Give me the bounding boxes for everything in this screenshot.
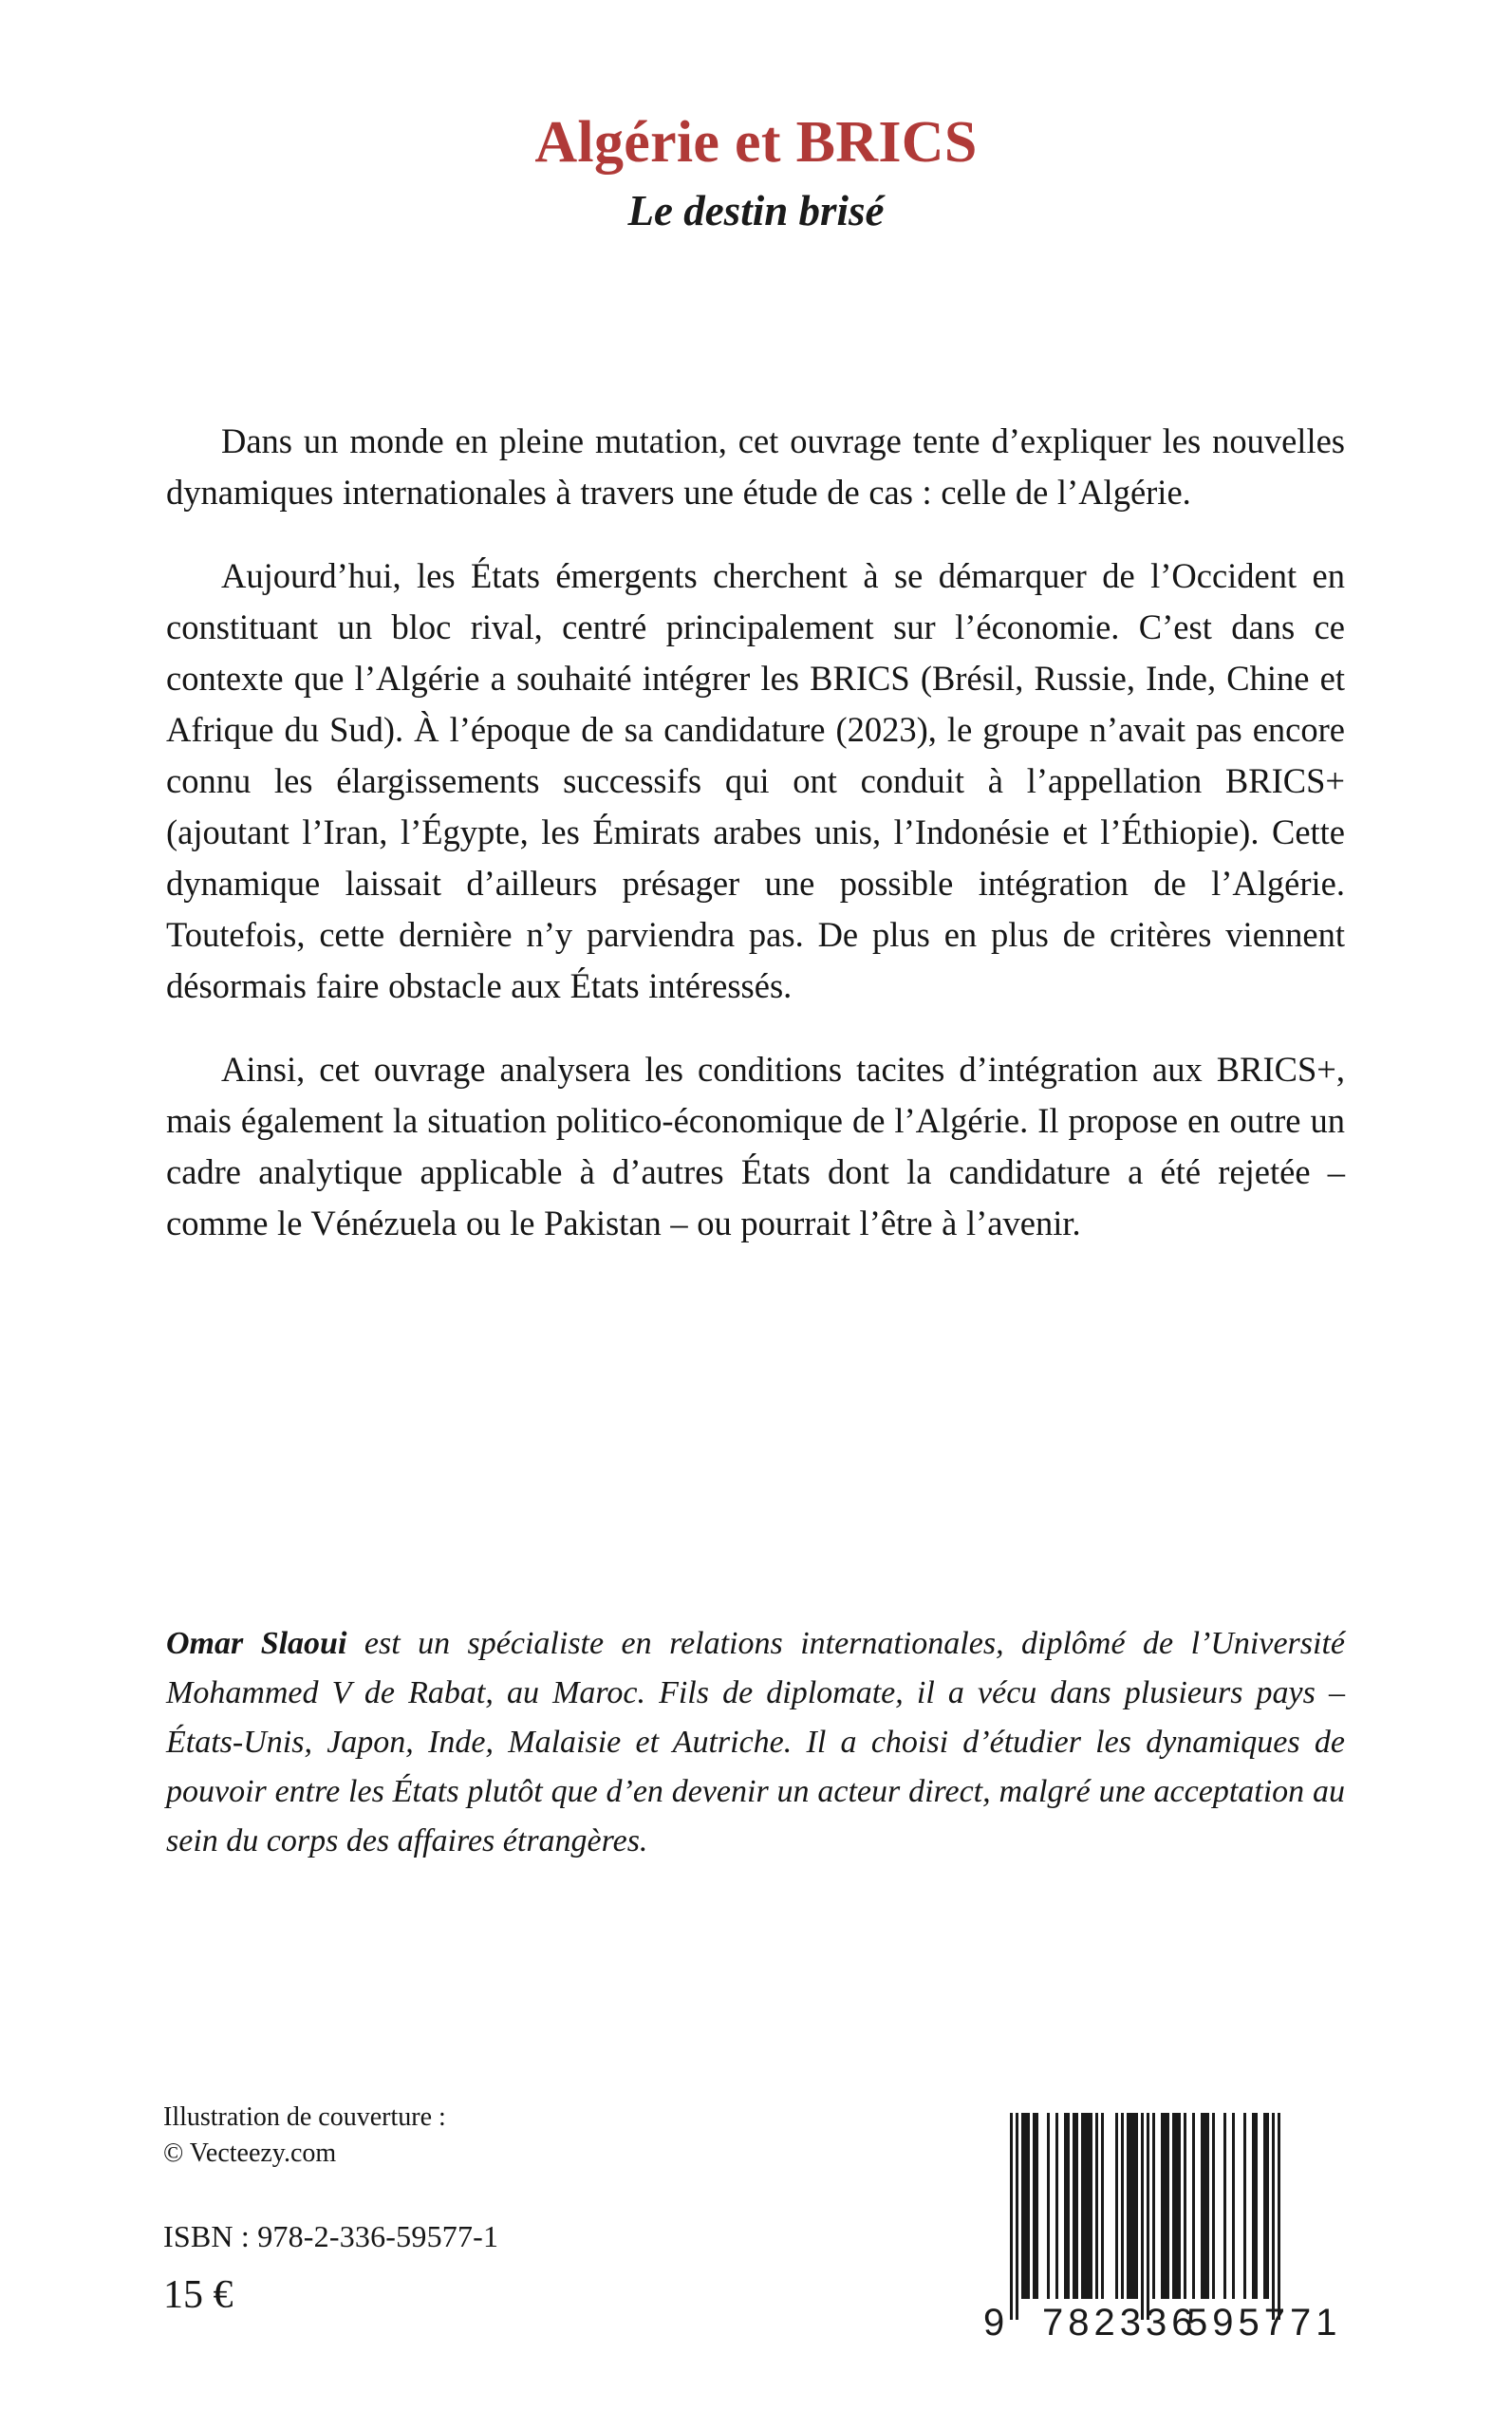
author-name: Omar Slaoui (166, 1626, 347, 1661)
author-bio-text: est un spécialiste en relations internationales, diplômé de l’Université Mohammed V de Rabat, au Maroc. Fils de diplomate, il a vécu dans plusieurs pays – États-Unis, Japon, Inde, Malaisie et Autriche. Il a choisi d’étudier les dynamiques de pouvoir entre les États plutôt que d’en devenir un acteur direct, malgré une acceptation au sein du corps des affaires étrangères. (166, 1626, 1345, 1858)
page-subtitle: Le destin brisé (627, 186, 885, 234)
svg-text:595771: 595771 (1186, 2302, 1342, 2343)
svg-text:9: 9 (983, 2302, 1005, 2343)
author-bio-block (166, 1619, 1345, 1866)
blurb-paragraph-1: Dans un monde en pleine mutation, cet ouvrage tente d’expliquer les nouvelles dynamiques internationales à travers une étude de cas : celle de l’Algérie. (166, 421, 1345, 512)
blurb-paragraph-2: Aujourd’hui, les États émergents cherchent à se démarquer de l’Occident en constituant un bloc rival, centré principalement sur l’économie. C’est dans ce contexte que l’Algérie a souhaité intégrer les BRICS (Brésil, Russie, Inde, Chine et Afrique du Sud). À l’époque de sa candidature (2023), le groupe n’avait pas encore connu les élargissements successifs qui ont conduit à l’appellation BRICS+ (ajoutant l’Iran, l’Égypte, les Émirats arabes unis, l’Indonésie et l’Éthiopie). Cette dynamique laissait d’ailleurs présager une possible intégration de l’Algérie. Toutefois, cette dernière n’y parviendra pas. De plus en plus de critères viennent désormais faire obstacle aux États intéressés. (166, 556, 1345, 1005)
isbn-text: ISBN : 978-2-336-59577-1 (163, 2219, 499, 2253)
svg-text:782336: 782336 (1042, 2302, 1198, 2343)
footer-block (163, 2100, 885, 2320)
author-bio-paragraph (166, 1619, 1345, 1866)
blurb-text-block (166, 416, 1345, 1249)
page-title: Algérie et BRICS (534, 110, 978, 175)
illustration-credit-label: Illustration de couverture : (163, 2102, 446, 2132)
price-text: 15 € (163, 2273, 233, 2317)
illustration-credit-source: © Vecteezy.com (163, 2138, 337, 2168)
title-block (0, 112, 1512, 234)
barcode-icon (976, 2096, 1346, 2343)
blurb-paragraph-3: Ainsi, cet ouvrage analysera les conditions tacites d’intégration aux BRICS+, mais également la situation politico-économique de l’Algérie. Il propose en outre un cadre analytique applicable à d’autres États dont la candidature a été rejetée – comme le Vénézuela ou le Pakistan – ou pourrait l’être à l’avenir. (166, 1050, 1345, 1242)
isbn-barcode (976, 2096, 1346, 2343)
